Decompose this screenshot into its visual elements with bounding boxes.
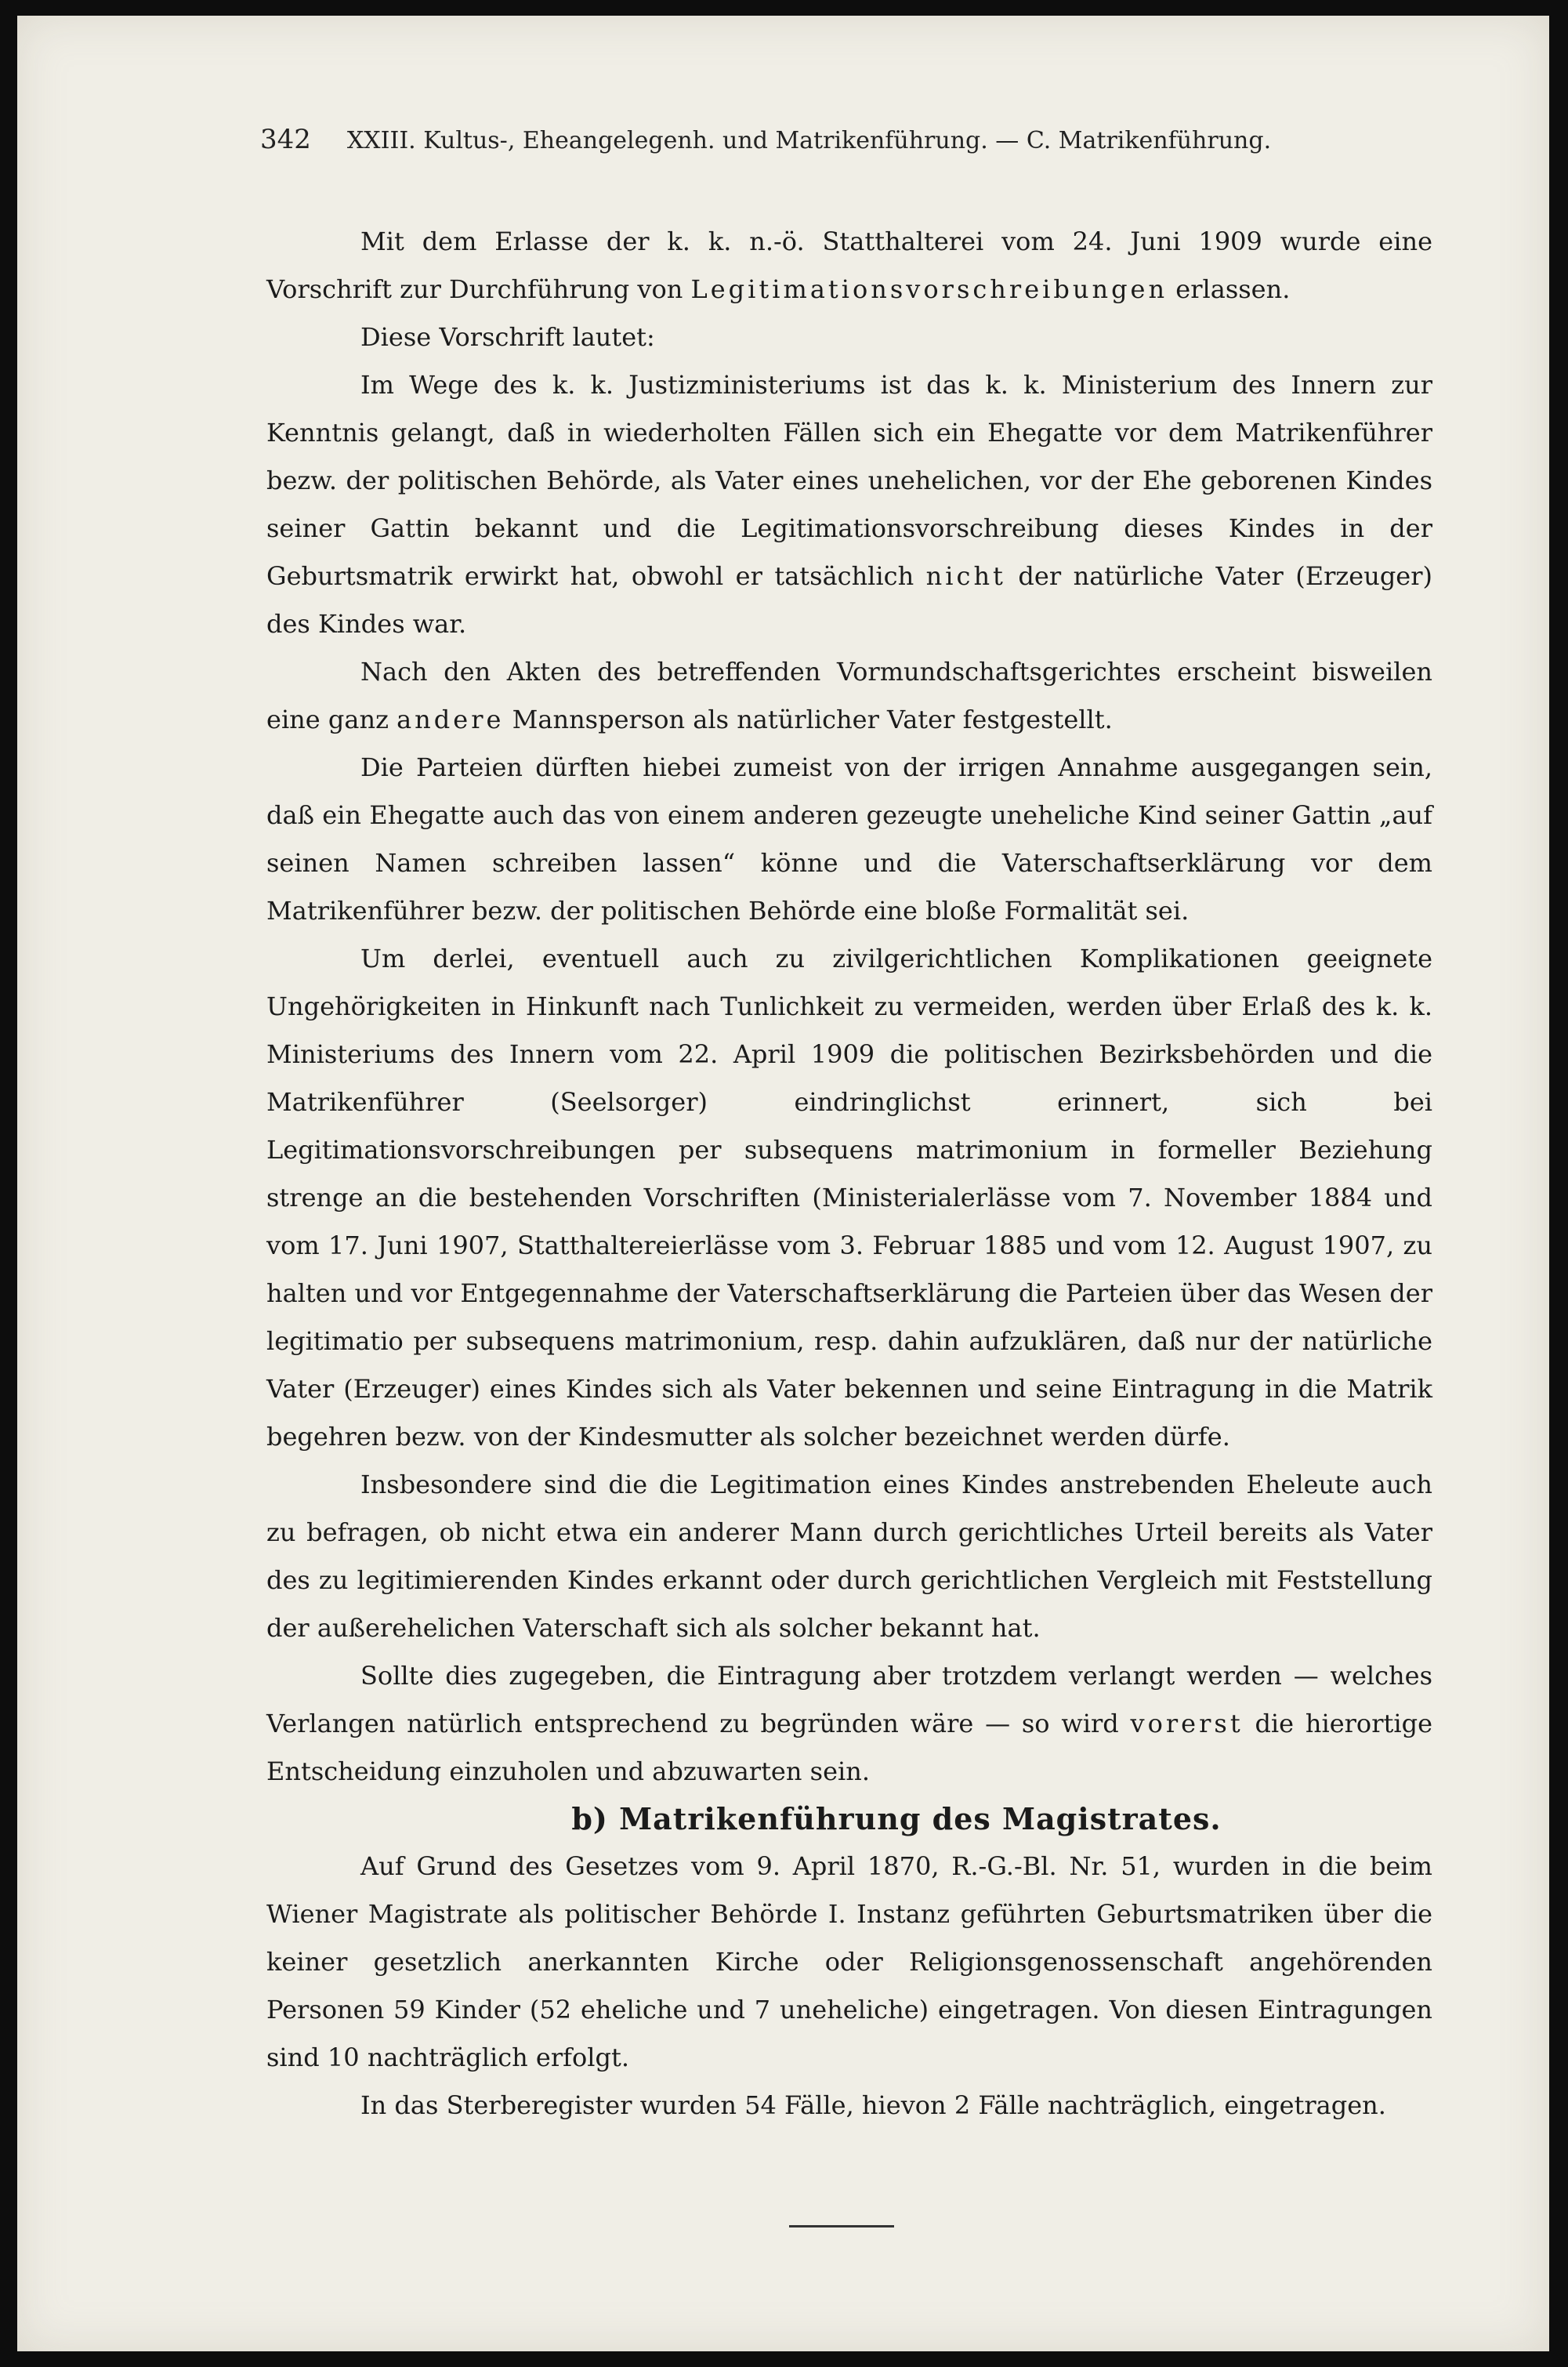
text-run: der natürliche Vater (Erzeuger) des Kindes war. — [266, 561, 1433, 639]
section-b-paragraph-1: Auf Grund des Gesetzes vom 9. April 1870, R.-G.-Bl. Nr. 51, wurden in die beim Wiener Magistrate als politischer Behörde I. Instanz geführten Geburtsmatriken über die keiner gesetzlich anerkannten Kirche oder Religionsgenossenschaft angehörenden Personen 59 Kinder (52 eheliche und 7 uneheliche) eingetragen. Von diesen Eintragungen sind 10 nachträglich erfolgt. — [266, 1851, 1432, 2072]
spaced-term: Legitimationsvorschreibungen — [690, 274, 1168, 304]
running-title: XXIII. Kultus-, Eheangelegenh. und Matrikenführung. — C. Matrikenführung. — [346, 127, 1272, 154]
text-run: erlassen. — [1175, 274, 1291, 304]
paragraph-8 — [266, 1652, 1432, 1796]
spaced-term: nicht — [925, 561, 1006, 591]
paragraph-6: Um derlei, eventuell auch zu zivilgerichtlichen Komplikationen geeignete Ungehörigkeiten in Hinkunft nach Tunlichkeit zu vermeiden, werden über Erlaß des k. k. Ministeriums des Innern vom 22. April 1909 die politischen Bezirksbehörden und die Matrikenführer (Seelsorger) eindringlichst erinnert, sich bei Legitimationsvorschreibungen per subsequens matrimonium in formeller Beziehung strenge an die bestehenden Vorschriften (Ministerialerlässe vom 7. November 1884 und vom 17. Juni 1907, Statthaltereierlässe vom 3. Februar 1885 und vom 12. August 1907, zu halten und vor Entgegennahme der Vaterschaftserklärung die Parteien über das Wesen der legitimatio per subsequens matrimonium, resp. dahin aufzuklären, daß nur der natürliche Vater (Erzeuger) eines Kindes sich als Vater bekennen und seine Eintragung in die Matrik begehren bezw. von der Kindesmutter als solcher bezeichnet werden dürfe. — [266, 944, 1432, 1452]
text-run: die hierortige Entscheidung einzuholen und abzuwarten sein. — [266, 1709, 1433, 1786]
paragraph-5: Die Parteien dürften hiebei zumeist von der irrigen Annahme ausgegangen sein, daß ein Ehegatte auch das von einem anderen gezeugte uneheliche Kind seiner Gattin „auf seinen Namen schreiben lassen“ könne und die Vaterschaftserklärung vor dem Matrikenführer bezw. der politischen Behörde eine bloße Formalität sei. — [266, 752, 1432, 926]
paragraph-1 — [266, 218, 1432, 314]
page-number: 342 — [260, 124, 311, 155]
paragraph-3 — [266, 361, 1432, 648]
paragraph-4 — [266, 648, 1432, 744]
text-run: Sollte dies zugegeben, die Eintragung aber trotzdem verlangt werden — welches Verlangen natürlich entsprechend zu begründen wäre — so wird — [266, 1661, 1432, 1738]
text-run: Mit dem Erlasse der k. k. n.-ö. Statthalterei vom 24. Juni 1909 wurde eine Vorschrift zur Durchführung von — [266, 227, 1432, 304]
section-heading: b) Matrikenführung des Magistrates. — [571, 1801, 1222, 1836]
section-b-paragraph-2: In das Sterberegister wurden 54 Fälle, hievon 2 Fälle nachträglich, eingetragen. — [360, 2090, 1386, 2120]
body-text — [266, 218, 1432, 2130]
spaced-term: andere — [397, 705, 505, 734]
spaced-term: vorerst — [1130, 1709, 1244, 1738]
running-header — [260, 124, 1404, 155]
closing-rule — [789, 2225, 894, 2227]
text-run: Mannsperson als natürlicher Vater festgestellt. — [512, 705, 1113, 734]
text-run: Nach den Akten des betreffenden Vormundschaftsgerichtes erscheint bisweilen eine ganz — [266, 657, 1432, 734]
paragraph-2: Diese Vorschrift lautet: — [360, 322, 655, 352]
text-run: Im Wege des k. k. Justizministeriums ist das k. k. Ministerium des Innern zur Kenntnis gelangt, daß in wiederholten Fällen sich ein Ehegatte vor dem Matrikenführer bezw. der politischen Behörde, als Vater eines unehelichen, vor der Ehe geborenen Kindes seiner Gattin bekannt und die Legitimationsvorschreibung dieses Kindes in der Geburtsmatrik erwirkt hat, obwohl er tatsächlich — [266, 370, 1432, 591]
paragraph-7: Insbesondere sind die die Legitimation eines Kindes anstrebenden Eheleute auch zu befragen, ob nicht etwa ein anderer Mann durch gerichtliches Urteil bereits als Vater des zu legitimierenden Kindes erkannt oder durch gerichtlichen Vergleich mit Feststellung der außerehelichen Vaterschaft sich als solcher bekannt hat. — [266, 1470, 1432, 1643]
document-page — [17, 16, 1549, 2351]
